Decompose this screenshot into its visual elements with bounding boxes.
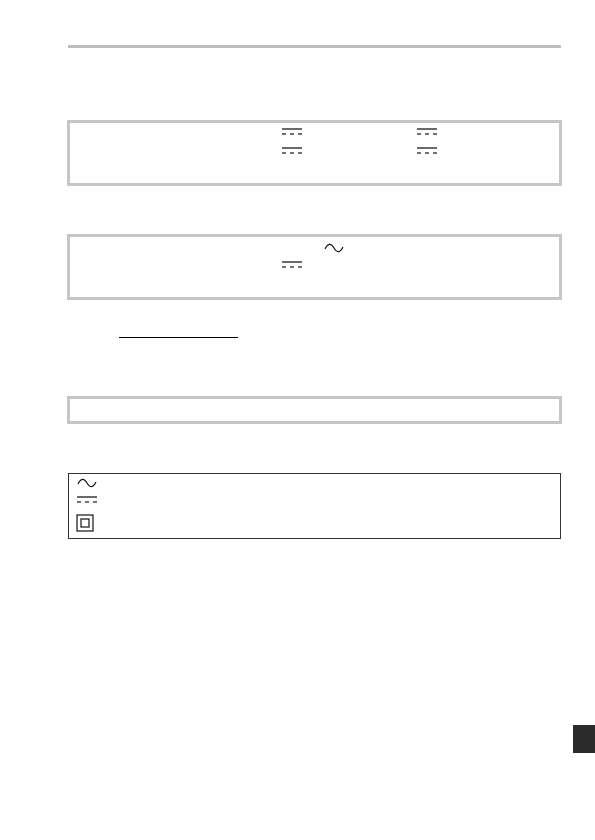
symbol-legend-box [68,473,561,539]
dc-current-icon [281,260,303,270]
dc-current-icon [416,127,438,137]
note-box [67,396,562,424]
ac-current-icon [324,242,344,254]
rating-box-1 [67,120,562,186]
class-ii-double-insulation-icon [76,514,94,532]
dc-current-icon [76,495,98,505]
dc-current-icon [281,127,303,137]
underline-rule [119,337,238,338]
rating-box-2 [67,234,562,300]
dc-current-icon [281,146,303,156]
header-rule [68,45,561,48]
section-tab [573,725,595,753]
dc-current-icon [416,146,438,156]
ac-current-icon [77,477,97,489]
